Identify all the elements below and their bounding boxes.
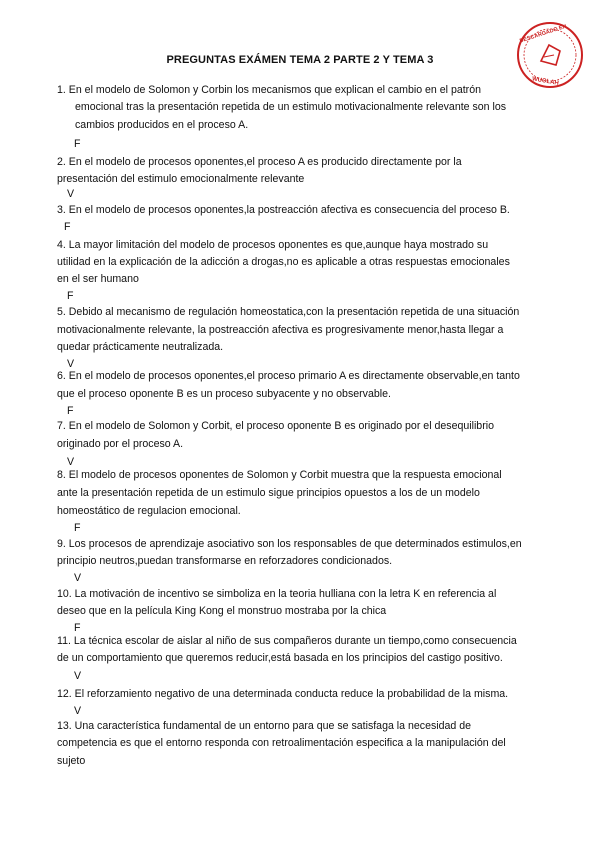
question-2-line: presentación del estimulo emocionalmente relevante <box>57 173 305 185</box>
question-8-line: homeostático de regulacion emocional. <box>57 505 241 517</box>
question-6-answer: F <box>67 405 74 417</box>
question-11-answer: V <box>74 670 82 682</box>
question-4-answer: F <box>67 290 74 302</box>
svg-text:WUOLAH: WUOLAH <box>531 76 560 87</box>
question-10-line: 10. La motivación de incentivo se simboliza en la teoria hulliana con la letra K en referencia al <box>57 588 497 600</box>
question-13-line: 13. Una característica fundamental de un entorno para que se satisfaga la necesidad de <box>57 720 472 732</box>
question-9-answer: V <box>74 572 82 584</box>
question-3-line: 3. En el modelo de procesos oponentes,la postreacción afectiva es consecuencia del proceso B. <box>57 204 510 216</box>
question-11-line: de un comportamiento que queremos reducir,está basada en los principios del castigo positivo. <box>57 652 503 664</box>
question-1-line: 1. En el modelo de Solomon y Corbin los mecanismos que explican el cambio en el patrón <box>57 84 481 96</box>
question-7-line: originado por el proceso A. <box>57 438 184 450</box>
svg-text:DESCARGADO EN: DESCARGADO EN <box>519 23 568 45</box>
question-7-line: 7. En el modelo de Solomon y Corbit, el proceso oponente B es originado por el desequilibrio <box>57 420 494 432</box>
question-10-line: deseo que en la película King Kong el monstruo mostraba por la chica <box>57 605 387 617</box>
question-4-line: 4. La mayor limitación del modelo de procesos oponentes es que,aunque haya mostrado su <box>57 239 489 251</box>
wuolah-stamp <box>516 21 584 89</box>
question-12-line: 12. El reforzamiento negativo de una determinada conducta reduce la probabilidad de la misma. <box>57 688 509 700</box>
page-title: PREGUNTAS EXÁMEN TEMA 2 PARTE 2 Y TEMA 3 <box>166 54 434 66</box>
question-7-answer: V <box>67 456 75 468</box>
question-5-answer: V <box>67 358 75 370</box>
question-8-line: ante la presentación repetida de un estimulo sigue principios opuestos a los de un modelo <box>57 487 480 499</box>
question-6-line: que el proceso oponente B es un proceso subyacente y no observable. <box>57 388 391 400</box>
question-13-line: sujeto <box>57 755 86 767</box>
question-8-answer: F <box>74 522 81 534</box>
question-9-line: principio neutros,puedan transformarse en reforzadores condicionados. <box>57 555 393 567</box>
question-4-line: utilidad en la explicación de la adicción a drogas,no es aplicable a otras respuestas emocionales <box>57 256 510 268</box>
question-2-answer: V <box>67 188 75 200</box>
question-5-line: motivacionalmente relevante, la postreacción afectiva es progresivamente menor,hasta llegar a <box>57 324 504 336</box>
question-1-line: cambios producidos en el proceso A. <box>75 119 249 131</box>
question-13-line: competencia es que el entorno responda con retroalimentación especifica a la manipulación del <box>57 737 506 749</box>
question-6-line: 6. En el modelo de procesos oponentes,el proceso primario A es directamente observable,en tanto <box>57 370 520 382</box>
question-11-line: 11. La técnica escolar de aislar al niño de sus compañeros durante un tiempo,como consecuencia <box>57 635 517 647</box>
question-2-line: 2. En el modelo de procesos oponentes,el proceso A es producido directamente por la <box>57 156 462 168</box>
question-12-answer: V <box>74 705 82 717</box>
question-8-line: 8. El modelo de procesos oponentes de Solomon y Corbit muestra que la respuesta emocional <box>57 469 502 481</box>
question-10-answer: F <box>74 622 81 634</box>
question-4-line: en el ser humano <box>57 273 139 285</box>
question-5-line: 5. Debido al mecanismo de regulación homeostatica,con la presentación repetida de una situación <box>57 306 520 318</box>
question-1-answer: F <box>74 138 81 150</box>
question-1-line: emocional tras la presentación repetida de un estimulo motivacionalmente relevante son los <box>75 101 507 113</box>
question-5-line: quedar prácticamente neutralizada. <box>57 341 224 353</box>
question-3-answer: F <box>64 221 71 233</box>
question-9-line: 9. Los procesos de aprendizaje asociativo son los responsables de que determinados estimulos,en <box>57 538 522 550</box>
